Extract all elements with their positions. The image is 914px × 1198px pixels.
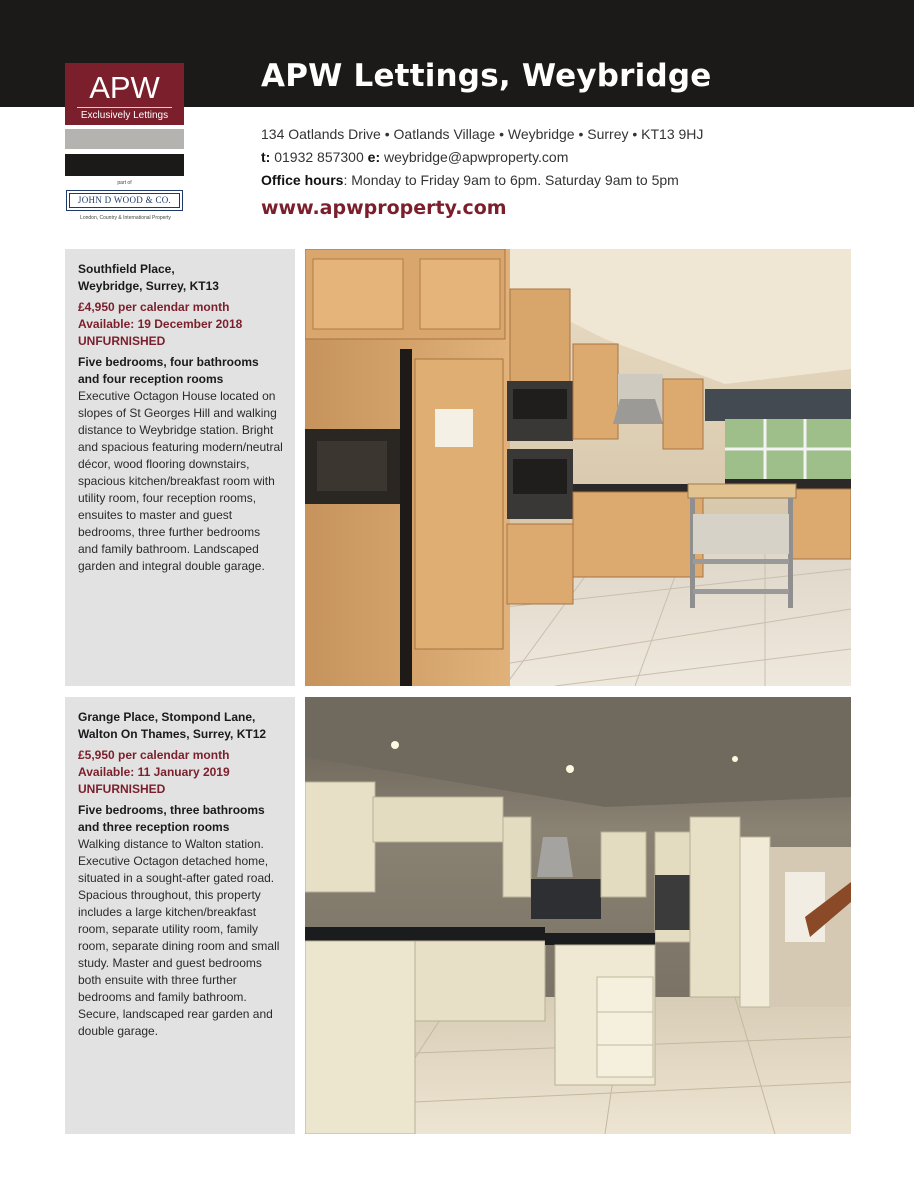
listing-heading: Five bedrooms, four bathrooms and four reception rooms <box>78 355 259 386</box>
logo-grey-bar <box>65 129 184 149</box>
kitchen-photo-1 <box>305 249 851 686</box>
email-address[interactable]: weybridge@apwproperty.com <box>384 149 569 165</box>
logo-main-text: APW <box>89 70 160 105</box>
kitchen-photo-2 <box>305 697 851 1134</box>
office-hours-text: : Monday to Friday 9am to 6pm. Saturday 9am to 5pm <box>343 172 679 188</box>
office-title: APW Lettings, Weybridge <box>261 58 712 94</box>
listing-price: £5,950 per calendar month <box>78 748 230 762</box>
listing-panel-1 <box>65 249 295 686</box>
listing-furnishing: UNFURNISHED <box>78 334 166 348</box>
listing-address: Grange Place, Stompond Lane, Walton On Thames, Surrey, KT12 <box>78 710 267 741</box>
john-d-wood-logo <box>66 190 183 211</box>
listing-price-block <box>78 747 283 798</box>
logo-black-bar <box>65 154 184 176</box>
listing-photo-2 <box>305 697 851 1134</box>
office-hours-label: Office hours <box>261 172 344 188</box>
email-label: e: <box>367 149 381 165</box>
listing-furnishing: UNFURNISHED <box>78 782 166 796</box>
office-hours-row <box>261 169 703 192</box>
listing-available: Available: 11 January 2019 <box>78 765 230 779</box>
office-address: 134 Oatlands Drive • Oatlands Village • Weybridge • Surrey • KT13 9HJ <box>261 126 704 142</box>
logo-sub-text: Exclusively Lettings <box>77 107 172 122</box>
listing-available: Available: 19 December 2018 <box>78 317 243 331</box>
apw-logo <box>65 63 184 125</box>
listing-photo-1 <box>305 249 851 686</box>
listing-description: Executive Octagon House located on slopes of St Georges Hill and walking distance to Weybridge station. Bright and spacious featuring modern/neutral décor, wood flooring downstairs, spacious kitchen/breakfast room with utility room, four reception rooms, ensuites to master and guest bedrooms, three further bedrooms and family bathroom. Landscaped garden and integral double garage. <box>78 389 283 573</box>
website-link[interactable]: www.apwproperty.com <box>261 197 507 219</box>
listing-address: Southfield Place, Weybridge, Surrey, KT13 <box>78 262 219 293</box>
listing-description: Walking distance to Walton station. Executive Octagon detached home, situated in a sought-after gated road. Spacious throughout, this property includes a large kitchen/breakfast room, separate utility room, family room, separate dining room and small study. Master and guest bedrooms both ensuite with three further bedrooms and family bathroom. Secure, landscaped rear garden and double garage. <box>78 837 280 1038</box>
john-d-wood-name: JOHN D WOOD & CO. <box>69 193 180 208</box>
listing-price: £4,950 per calendar month <box>78 300 230 314</box>
listing-price-block <box>78 299 283 350</box>
john-d-wood-tagline: London, Country & International Property <box>80 215 171 221</box>
listing-panel-2 <box>65 697 295 1134</box>
tel-label: t: <box>261 149 271 165</box>
contact-details <box>261 123 703 192</box>
part-of-label: part of <box>117 180 132 186</box>
phone-email-row <box>261 146 703 169</box>
listing-heading: Five bedrooms, three bathrooms and three reception rooms <box>78 803 265 834</box>
phone-number[interactable]: 01932 857300 <box>274 149 364 165</box>
